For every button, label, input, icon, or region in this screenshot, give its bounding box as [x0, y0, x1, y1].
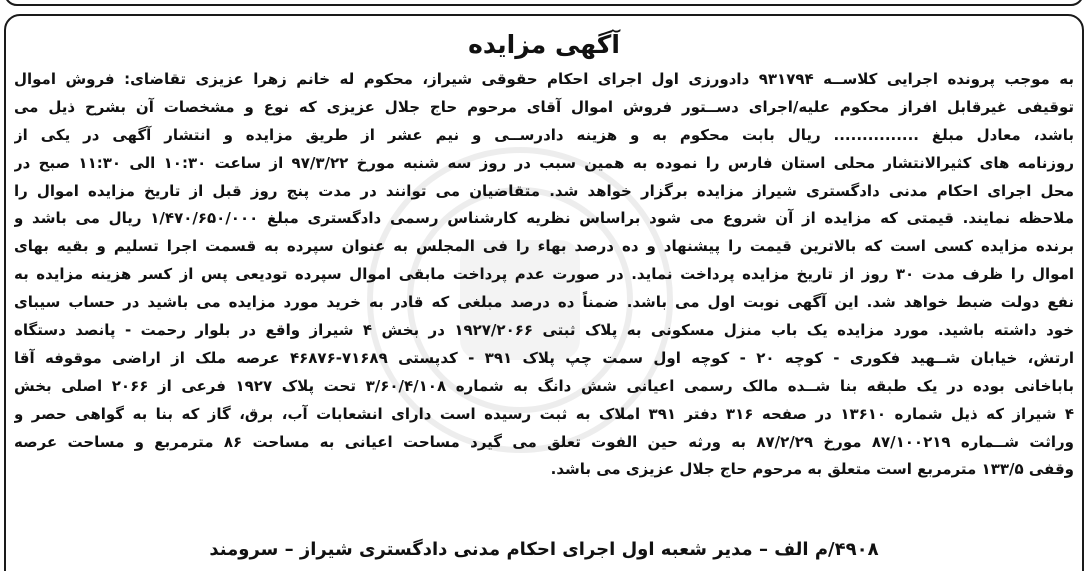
notice-title: آگهی مزایده — [468, 30, 620, 59]
body-line: روزنامه های کثیرالانتشار محلی استان فارس را نموده به همین سبب در روز سه شنبه مورخ ۹۷/۳/۲۲ از ساعت ۱۰:۳۰ الی ۱۱:۳۰ صبح در — [14, 153, 1074, 172]
body-line-last: وقفی ۱۳۳/۵ مترمربع است متعلق به مرحوم حاج جلال عزیزی می باشد. — [550, 460, 1074, 479]
notice-signature: ۴۹۰۸/م الف – مدیر شعبه اول اجرای احکام مدنی دادگستری شیراز – سرومند — [209, 539, 879, 560]
body-line: ۴ شیراز که ذیل شماره ۱۳۶۱۰ در صفحه ۳۱۶ دفتر ۳۹۱ املاک به ثبت رسیده است دارای انشعابات آب، برق، گاز که بنا به گواهی حصر و — [14, 404, 1074, 423]
previous-notice-border — [4, 0, 1084, 6]
body-line: خود داشته باشید. مورد مزایده یک باب منزل مسکونی به پلاک ثبتی ۱۹۲۷/۲۰۶۶ در بخش ۴ شیراز واقع در بلوار رحمت - پانصد دستگاه — [14, 321, 1074, 340]
body-line: اموال را ظرف مدت ۳۰ روز از تاریخ مزایده پرداخت نماید. در صورت عدم پرداخت مابقی اموال سپرده تودیعی پس از کسر هزینه مزایده به — [14, 265, 1074, 284]
body-line: برنده مزایده کسی است که بالاترین قیمت را پیشنهاد و ده درصد بهاء را فی المجلس به عنوان سپرده به قسمت اجرا تسلیم و بقیه بهای — [14, 237, 1074, 256]
body-line: وراثت شــماره ۸۷/۱۰۰۲۱۹ مورخ ۸۷/۲/۲۹ به ورثه حین الفوت تعلق می گیرد مساحت اعیانی به مساحت ۸۶ مترمربع و مساحت عرصه — [14, 432, 1074, 451]
notice-body — [14, 66, 1074, 546]
body-line: به موجب پرونده اجرایی کلاســه ۹۳۱۷۹۴ دادورزی اول اجرای احکام حقوقی شیراز، محکوم له خانم زهرا عزیزی تقاضای: فروش اموال — [14, 70, 1074, 88]
body-line: محل اجرای احکام مدنی دادگستری شیراز مزایده برگزار خواهد شد. متقاضیان می توانند در مدت پنج روز قبل از تاریخ مزایده اموال را — [14, 181, 1074, 200]
body-line: توقیفی غیرقابل افراز محکوم علیه/اجرای دســتور فروش اموال آقای مرحوم حاج جلال عزیزی که نوع و مشخصات آن بشرح ذیل می — [14, 97, 1074, 116]
body-line: ارتش، خیابان شــهید فکوری - کوچه ۲۰ - کوچه اول سمت چپ پلاک ۳۹۱ - کدپستی ۷۱۶۸۹-۴۶۸۷۶ عرصه ملک از اراضی موقوفه آقا — [14, 348, 1074, 367]
body-line: نفع دولت ضبط خواهد شد. این آگهی نوبت اول می باشد. ضمناً ده درصد مبلغی که قادر به خرید مورد مزایده می باشید در حساب سیبای — [14, 293, 1074, 312]
body-line: باشد، معادل مبلغ ............... ریال بابت محکوم به و هزینه دادرســی و نیم عشر از طریق مزایده و انتشار آگهی در یکی از — [14, 125, 1074, 144]
body-line: ملاحظه نمایند. قیمتی که مزایده از آن شروع می شود براساس نظریه کارشناس رسمی دادگستری مبلغ ۱/۴۷۰/۶۵۰/۰۰۰ ریال می باشد و — [14, 209, 1074, 228]
body-line: باباخانی بوده در یک طبقه بنا شــده مالک رسمی اعیانی شش دانگ به شماره ۳/۶۰/۴/۱۰۸ تحت پلاک ۱۹۲۷ فرعی از ۲۰۶۶ اصلی بخش — [14, 376, 1074, 395]
